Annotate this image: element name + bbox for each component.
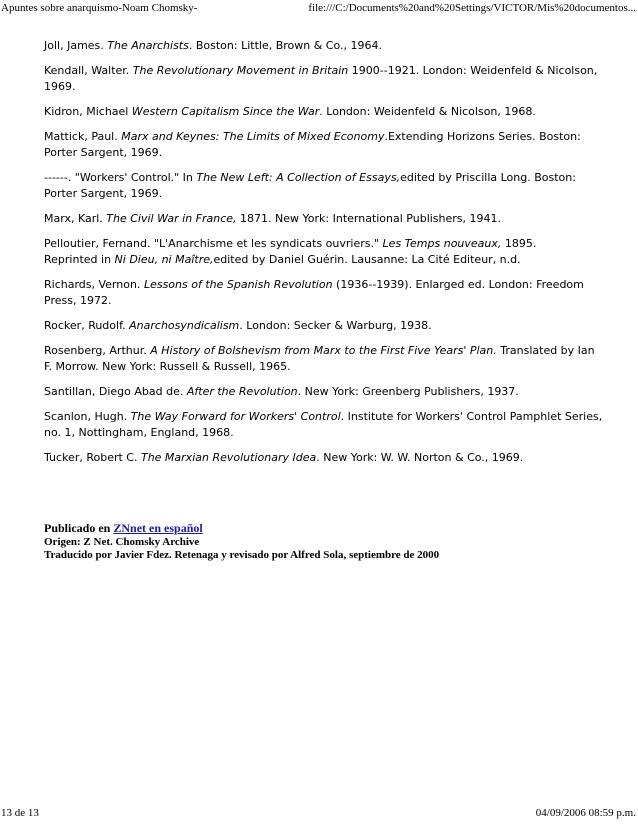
reference-scanlon: Scanlon, Hugh. The Way Forward for Workers' Control. Institute for Workers' Control Pamphlet Series, no. 1, Nottingham, England, 1968. [44, 410, 603, 439]
page-number: 13 de 13 [1, 807, 39, 819]
origin-line: Origen: Z Net. Chomsky Archive [44, 536, 200, 548]
translation-line: Traducido por Javier Fdez. Retenaga y revisado por Alfred Sola, septiembre de 2000 [44, 549, 440, 561]
reference-marx: Marx, Karl. The Civil War in France, 1871. New York: International Publishers, 1941. [44, 212, 502, 225]
reference-kidron: Kidron, Michael Western Capitalism Since the War. London: Weidenfeld & Nicolson, 1968. [44, 105, 536, 118]
reference-joll: Joll, James. The Anarchists. Boston: Little, Brown & Co., 1964. [44, 39, 382, 52]
file-path: file:///C:/Documents%20and%20Settings/VICTOR/Mis%20documentos... [308, 2, 636, 14]
reference-tucker: Tucker, Robert C. The Marxian Revolutionary Idea. New York: W. W. Norton & Co., 1969. [44, 451, 524, 464]
reference-santillan: Santillan, Diego Abad de. After the Revolution. New York: Greenberg Publishers, 1937. [44, 385, 519, 398]
reference-kendall: Kendall, Walter. The Revolutionary Movement in Britain 1900--1921. London: Weidenfeld & Nicolson, 1969. [44, 64, 598, 93]
bibliography [44, 38, 604, 475]
reference-rosenberg: Rosenberg, Arthur. A History of Bolshevism from Marx to the First Five Years' Plan. Translated by Ian F. Morrow. New York: Russell & Russell, 1965. [44, 344, 595, 373]
credits [44, 521, 604, 562]
reference-mattick: Mattick, Paul. Marx and Keynes: The Limits of Mixed Economy.Extending Horizons Series. Boston: Porter Sargent, 1969. [44, 130, 581, 159]
reference-richards: Richards, Vernon. Lessons of the Spanish Revolution (1936--1939). Enlarged ed. London: Freedom Press, 1972. [44, 278, 584, 307]
reference-workers-control: ------. "Workers' Control." In The New Left: A Collection of Essays,edited by Priscilla Long. Boston: Porter Sargent, 1969. [44, 171, 576, 200]
reference-rocker: Rocker, Rudolf. Anarchosyndicalism. London: Secker & Warburg, 1938. [44, 319, 432, 332]
published-line: Publicado en ZNnet en español [44, 521, 203, 535]
znet-link[interactable]: ZNnet en español [113, 521, 203, 535]
reference-pelloutier: Pelloutier, Fernand. "L'Anarchisme et les syndicats ouvriers." Les Temps nouveaux, 1895. Reprinted in Ni Dieu, ni Maître,edited by Daniel Guérin. Lausanne: La Cité Editeur, n.d. [44, 237, 537, 266]
print-datetime: 04/09/2006 08:59 p.m. [535, 807, 636, 819]
document-title: Apuntes sobre anarquismo-Noam Chomsky- [1, 2, 198, 14]
